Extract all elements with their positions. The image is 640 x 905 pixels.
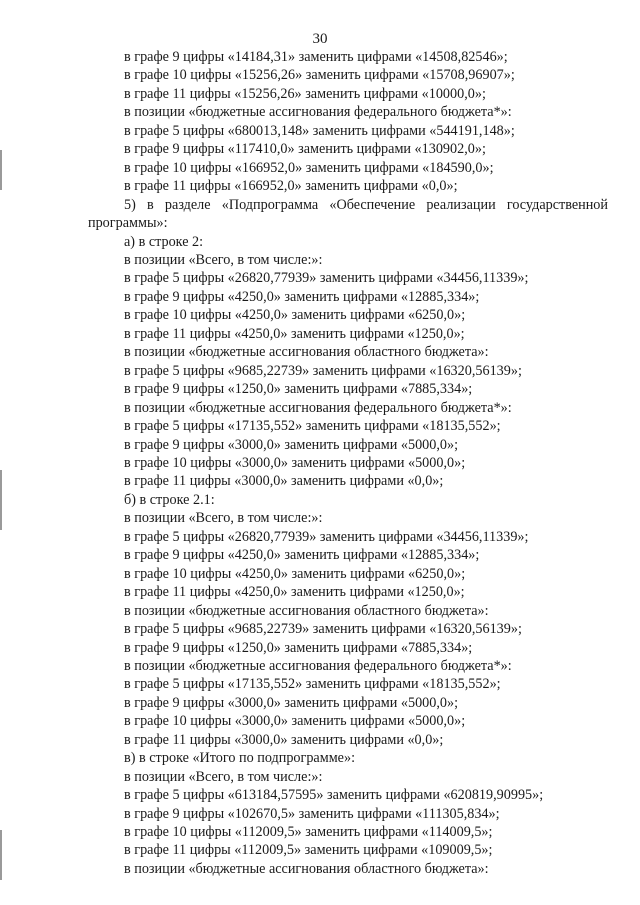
- amendment-line: в графе 10 цифры «112009,5» заменить цифрами «114009,5»;: [124, 824, 493, 841]
- amendment-line: в графе 11 цифры «4250,0» заменить цифрами «1250,0»;: [124, 325, 465, 342]
- amendment-line: в графе 10 цифры «3000,0» заменить цифрами «5000,0»;: [124, 713, 466, 730]
- scan-edge-mark: [0, 830, 2, 880]
- amendment-line: в графе 9 цифры «4250,0» заменить цифрами «12885,334»;: [124, 288, 480, 305]
- amendment-line: в графе 9 цифры «1250,0» заменить цифрами «7885,334»;: [124, 381, 473, 398]
- amendment-line: в графе 9 цифры «14184,31» заменить цифрами «14508,82546»;: [124, 49, 508, 65]
- amendment-line: в позиции «бюджетные ассигнования областного бюджета»:: [124, 602, 489, 619]
- amendment-line: в графе 9 цифры «3000,0» заменить цифрами «5000,0»;: [124, 694, 459, 711]
- amendment-line: в графе 5 цифры «680013,148» заменить цифрами «544191,148»;: [124, 122, 515, 139]
- amendment-line: в графе 11 цифры «3000,0» заменить цифрами «0,0»;: [124, 473, 444, 490]
- amendment-line: в графе 5 цифры «9685,22739» заменить цифрами «16320,56139»;: [124, 362, 522, 379]
- page-number: 30: [312, 31, 328, 47]
- amendment-line: в графе 10 цифры «4250,0» заменить цифрами «6250,0»;: [124, 565, 466, 582]
- amendment-lines-block-2: [88, 233, 608, 879]
- amendment-line: в графе 5 цифры «9685,22739» заменить цифрами «16320,56139»;: [124, 621, 522, 638]
- amendment-line: в графе 11 цифры «3000,0» заменить цифрами «0,0»;: [124, 731, 444, 748]
- amendment-line: в графе 10 цифры «15256,26» заменить цифрами «15708,96907»;: [124, 67, 515, 84]
- document-body: [88, 48, 608, 878]
- amendment-lines-block-1: [88, 48, 608, 196]
- amendment-line: в позиции «бюджетные ассигнования областного бюджета»:: [124, 860, 489, 877]
- amendment-line: в графе 9 цифры «3000,0» заменить цифрами «5000,0»;: [124, 436, 459, 453]
- amendment-line: в графе 9 цифры «4250,0» заменить цифрами «12885,334»;: [124, 547, 480, 564]
- scan-edge-mark: [0, 150, 2, 190]
- scan-edge-mark: [0, 470, 2, 530]
- amendment-line: а) в строке 2:: [124, 233, 204, 250]
- amendment-line: в графе 11 цифры «15256,26» заменить цифрами «10000,0»;: [124, 85, 486, 102]
- amendment-line: в позиции «Всего, в том числе:»:: [124, 510, 323, 527]
- amendment-line: в графе 11 цифры «112009,5» заменить цифрами «109009,5»;: [124, 842, 493, 859]
- amendment-line: в графе 9 цифры «1250,0» заменить цифрами «7885,334»;: [124, 639, 473, 656]
- amendment-line: в позиции «бюджетные ассигнования областного бюджета»:: [124, 344, 489, 361]
- amendment-line: в позиции «Всего, в том числе:»:: [124, 768, 323, 785]
- amendment-line: в графе 5 цифры «613184,57595» заменить цифрами «620819,90995»;: [124, 787, 544, 804]
- amendment-line: в графе 5 цифры «26820,77939» заменить цифрами «34456,11339»;: [124, 528, 529, 545]
- amendment-line: в графе 5 цифры «26820,77939» заменить цифрами «34456,11339»;: [124, 270, 529, 287]
- amendment-line: в графе 10 цифры «4250,0» заменить цифрами «6250,0»;: [124, 307, 466, 324]
- amendment-line: в графе 9 цифры «102670,5» заменить цифрами «111305,834»;: [124, 805, 500, 822]
- amendment-line: в графе 5 цифры «17135,552» заменить цифрами «18135,552»;: [124, 676, 501, 693]
- section-paragraph: 5) в разделе «Подпрограмма «Обеспечение реализации государственной программы»:: [88, 196, 608, 232]
- amendment-line: в графе 5 цифры «17135,552» заменить цифрами «18135,552»;: [124, 418, 501, 435]
- amendment-line: в позиции «бюджетные ассигнования федерального бюджета*»:: [124, 104, 512, 121]
- amendment-line: в графе 11 цифры «4250,0» заменить цифрами «1250,0»;: [124, 584, 465, 601]
- amendment-line: в графе 11 цифры «166952,0» заменить цифрами «0,0»;: [124, 178, 458, 195]
- amendment-line: в графе 10 цифры «166952,0» заменить цифрами «184590,0»;: [124, 159, 494, 176]
- amendment-line: в позиции «Всего, в том числе:»:: [124, 251, 323, 268]
- amendment-line: в графе 9 цифры «117410,0» заменить цифрами «130902,0»;: [124, 141, 486, 158]
- amendment-line: в) в строке «Итого по подпрограмме»:: [124, 750, 356, 767]
- amendment-line: б) в строке 2.1:: [124, 491, 215, 508]
- amendment-line: в позиции «бюджетные ассигнования федерального бюджета*»:: [124, 657, 512, 674]
- amendment-line: в позиции «бюджетные ассигнования федерального бюджета*»:: [124, 399, 512, 416]
- amendment-line: в графе 10 цифры «3000,0» заменить цифрами «5000,0»;: [124, 454, 466, 471]
